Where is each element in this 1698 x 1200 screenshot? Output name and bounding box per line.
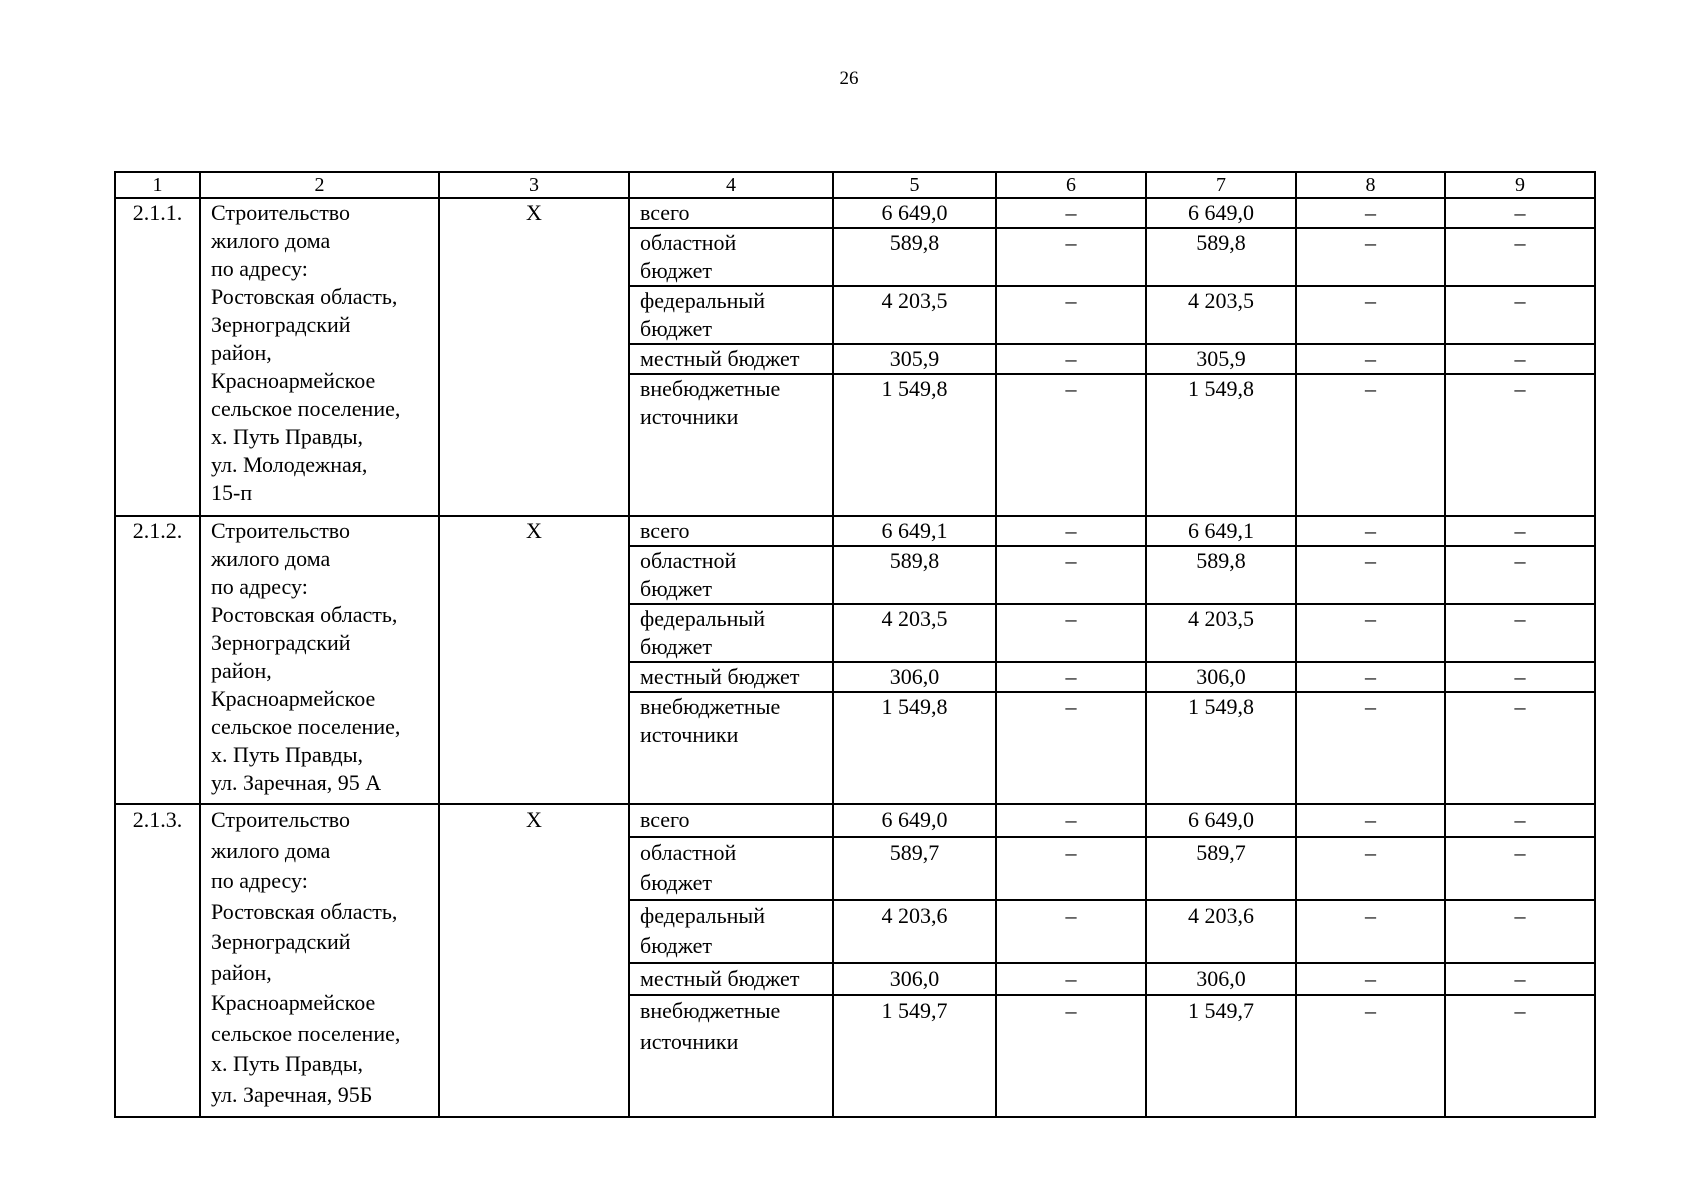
item-name-line: 15-п: [211, 480, 253, 505]
item-name-line: жилого дома: [211, 546, 331, 571]
value-cell-c6: –: [996, 546, 1146, 604]
funding-source: [629, 546, 833, 604]
header-cell: 7: [1146, 172, 1296, 198]
item-code: 2.1.3.: [115, 804, 200, 1117]
item-name-line: Строительство: [211, 200, 351, 225]
item-name-line: х. Путь Правды,: [211, 1051, 364, 1076]
funding-source: местный бюджет: [629, 344, 833, 374]
value-cell-c6: –: [996, 662, 1146, 692]
header-cell: 9: [1445, 172, 1595, 198]
funding-source-line: источники: [640, 404, 739, 429]
value-cell-c9: –: [1445, 604, 1595, 662]
item-name-line: х. Путь Правды,: [211, 424, 364, 449]
value-cell-c9: –: [1445, 995, 1595, 1117]
item-col3: Х: [439, 198, 629, 516]
value-cell-c6: –: [996, 900, 1146, 963]
value-cell-c6: –: [996, 995, 1146, 1117]
value-cell-c6: –: [996, 286, 1146, 344]
value-cell-c9: –: [1445, 804, 1595, 837]
value-cell-c6: –: [996, 804, 1146, 837]
value-cell-c7: 1 549,8: [1146, 692, 1296, 804]
value-cell-c9: –: [1445, 286, 1595, 344]
item-name-line: Ростовская область,: [211, 602, 398, 627]
value-cell-c9: –: [1445, 198, 1595, 228]
value-cell-c8: –: [1296, 344, 1445, 374]
item-col3: Х: [439, 804, 629, 1117]
value-cell-c7: 1 549,7: [1146, 995, 1296, 1117]
item-name-line: Строительство: [211, 807, 351, 832]
value-cell-c7: 305,9: [1146, 344, 1296, 374]
value-cell-c8: –: [1296, 228, 1445, 286]
item-name-line: Красноармейское: [211, 686, 376, 711]
value-cell-c9: –: [1445, 516, 1595, 546]
value-cell-c6: –: [996, 837, 1146, 900]
funding-source-line: областной: [640, 230, 737, 255]
value-cell-c7: 589,8: [1146, 546, 1296, 604]
value-cell-c7: 6 649,0: [1146, 198, 1296, 228]
value-cell-c8: –: [1296, 837, 1445, 900]
table-row: [115, 804, 1595, 837]
funding-source-line: бюджет: [640, 870, 712, 895]
value-cell-c6: –: [996, 963, 1146, 996]
header-cell: 8: [1296, 172, 1445, 198]
item-name-line: район,: [211, 959, 272, 985]
value-cell-c5: 4 203,5: [833, 604, 996, 662]
value-cell-c8: –: [1296, 804, 1445, 837]
value-cell-c6: –: [996, 516, 1146, 546]
item-name-line: ул. Заречная, 95Б: [211, 1081, 373, 1107]
funding-source: [629, 374, 833, 516]
value-cell-c5: 1 549,8: [833, 374, 996, 516]
funding-source: [629, 604, 833, 662]
item-name-line: сельское поселение,: [211, 1020, 401, 1046]
value-cell-c7: 4 203,6: [1146, 900, 1296, 963]
item-name-line: по адресу:: [211, 868, 308, 893]
funding-source: местный бюджет: [629, 662, 833, 692]
value-cell-c6: –: [996, 344, 1146, 374]
value-cell-c6: –: [996, 692, 1146, 804]
value-cell-c5: 1 549,8: [833, 692, 996, 804]
item-name: [200, 198, 439, 516]
value-cell-c6: –: [996, 228, 1146, 286]
value-cell-c8: –: [1296, 604, 1445, 662]
value-cell-c9: –: [1445, 692, 1595, 804]
funding-source-line: бюджет: [640, 933, 712, 958]
table-row: [115, 516, 1595, 546]
value-cell-c7: 4 203,5: [1146, 604, 1296, 662]
value-cell-c9: –: [1445, 374, 1595, 516]
item-name-line: Зерноградский: [211, 929, 351, 954]
value-cell-c8: –: [1296, 546, 1445, 604]
value-cell-c7: 1 549,8: [1146, 374, 1296, 516]
value-cell-c7: 6 649,0: [1146, 804, 1296, 837]
value-cell-c6: –: [996, 604, 1146, 662]
funding-source: [629, 995, 833, 1117]
funding-source-line: источники: [640, 1028, 739, 1054]
header-cell: 6: [996, 172, 1146, 198]
funding-source-line: бюджет: [640, 316, 712, 341]
page-number: 26: [839, 68, 859, 89]
item-name-line: ул. Заречная, 95 А: [211, 770, 382, 795]
funding-source-line: бюджет: [640, 258, 712, 283]
funding-source-line: внебюджетные: [640, 998, 781, 1023]
item-code: 2.1.1.: [115, 198, 200, 516]
budget-table: [114, 171, 1596, 1118]
value-cell-c5: 4 203,6: [833, 900, 996, 963]
item-code: 2.1.2.: [115, 516, 200, 804]
value-cell-c9: –: [1445, 662, 1595, 692]
value-cell-c7: 306,0: [1146, 662, 1296, 692]
value-cell-c8: –: [1296, 900, 1445, 963]
item-name-line: х. Путь Правды,: [211, 742, 364, 767]
funding-source-line: внебюджетные: [640, 694, 781, 719]
item-name-line: Зерноградский: [211, 630, 351, 655]
header-cell: 5: [833, 172, 996, 198]
header-cell: 4: [629, 172, 833, 198]
item-name-line: сельское поселение,: [211, 396, 401, 421]
value-cell-c5: 589,8: [833, 228, 996, 286]
value-cell-c6: –: [996, 374, 1146, 516]
item-name-line: район,: [211, 658, 272, 683]
value-cell-c7: 589,8: [1146, 228, 1296, 286]
item-name: [200, 804, 439, 1117]
value-cell-c8: –: [1296, 198, 1445, 228]
value-cell-c5: 6 649,0: [833, 198, 996, 228]
funding-source-line: областной: [640, 839, 737, 865]
item-name-line: ул. Молодежная,: [211, 452, 368, 477]
item-name-line: Ростовская область,: [211, 284, 398, 309]
funding-source-line: источники: [640, 722, 739, 747]
funding-source: [629, 286, 833, 344]
item-name-line: сельское поселение,: [211, 714, 401, 739]
funding-source-line: федеральный: [640, 606, 765, 631]
value-cell-c6: –: [996, 198, 1146, 228]
value-cell-c8: –: [1296, 662, 1445, 692]
value-cell-c5: 589,8: [833, 546, 996, 604]
header-cell: 1: [115, 172, 200, 198]
funding-source: [629, 692, 833, 804]
value-cell-c5: 306,0: [833, 963, 996, 996]
value-cell-c8: –: [1296, 286, 1445, 344]
item-name-line: Красноармейское: [211, 990, 376, 1015]
header-cell: 2: [200, 172, 439, 198]
table-row: [115, 198, 1595, 228]
value-cell-c9: –: [1445, 963, 1595, 996]
value-cell-c9: –: [1445, 546, 1595, 604]
value-cell-c8: –: [1296, 516, 1445, 546]
value-cell-c5: 6 649,0: [833, 804, 996, 837]
item-name-line: по адресу:: [211, 574, 308, 599]
item-name-line: жилого дома: [211, 228, 331, 253]
funding-source-line: федеральный: [640, 902, 765, 928]
funding-source-line: бюджет: [640, 634, 712, 659]
item-name-line: район,: [211, 340, 272, 365]
value-cell-c9: –: [1445, 837, 1595, 900]
item-name-line: по адресу:: [211, 256, 308, 281]
funding-source: всего: [629, 198, 833, 228]
funding-source: всего: [629, 804, 833, 837]
funding-source: [629, 837, 833, 900]
funding-source-line: федеральный: [640, 288, 765, 313]
value-cell-c5: 1 549,7: [833, 995, 996, 1117]
value-cell-c7: 4 203,5: [1146, 286, 1296, 344]
item-name-line: Зерноградский: [211, 312, 351, 337]
item-name-line: жилого дома: [211, 837, 331, 863]
funding-source: всего: [629, 516, 833, 546]
value-cell-c8: –: [1296, 692, 1445, 804]
header-cell: 3: [439, 172, 629, 198]
funding-source-line: областной: [640, 548, 737, 573]
value-cell-c9: –: [1445, 344, 1595, 374]
value-cell-c5: 306,0: [833, 662, 996, 692]
value-cell-c7: 306,0: [1146, 963, 1296, 996]
item-name-line: Красноармейское: [211, 368, 376, 393]
value-cell-c5: 6 649,1: [833, 516, 996, 546]
value-cell-c7: 6 649,1: [1146, 516, 1296, 546]
value-cell-c7: 589,7: [1146, 837, 1296, 900]
funding-source-line: бюджет: [640, 576, 712, 601]
item-name-line: Ростовская область,: [211, 898, 398, 924]
funding-source: местный бюджет: [629, 963, 833, 996]
funding-source: [629, 228, 833, 286]
item-col3: Х: [439, 516, 629, 804]
value-cell-c8: –: [1296, 963, 1445, 996]
funding-source: [629, 900, 833, 963]
value-cell-c5: 589,7: [833, 837, 996, 900]
header-row: [115, 172, 1595, 198]
value-cell-c8: –: [1296, 374, 1445, 516]
value-cell-c8: –: [1296, 995, 1445, 1117]
value-cell-c5: 4 203,5: [833, 286, 996, 344]
item-name: [200, 516, 439, 804]
item-name-line: Строительство: [211, 518, 351, 543]
value-cell-c9: –: [1445, 900, 1595, 963]
value-cell-c5: 305,9: [833, 344, 996, 374]
value-cell-c9: –: [1445, 228, 1595, 286]
funding-source-line: внебюджетные: [640, 376, 781, 401]
